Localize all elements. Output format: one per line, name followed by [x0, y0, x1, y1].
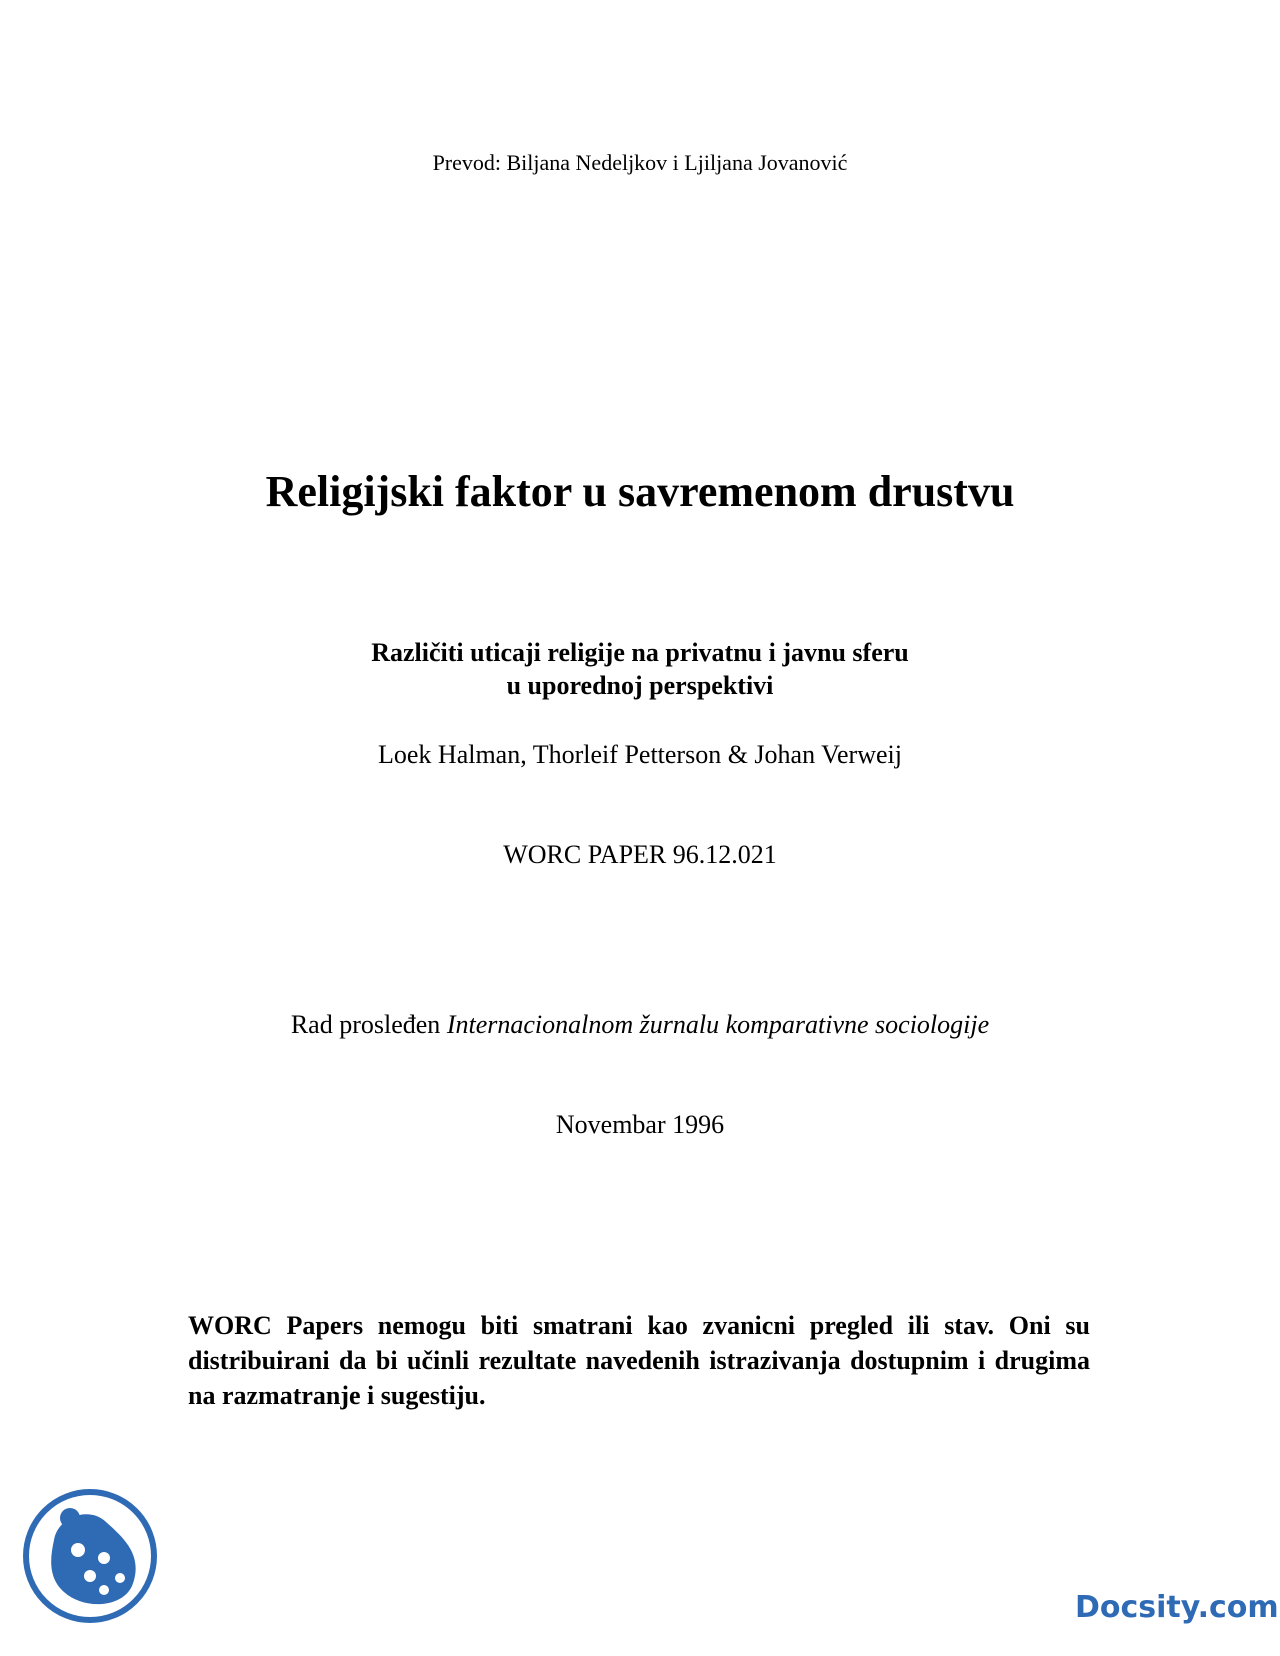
submission-note [0, 1010, 1280, 1040]
publication-date: Novembar 1996 [555, 1110, 725, 1139]
document-title: Religijski faktor u savremenom drustvu [265, 467, 1015, 516]
docsity-brand-link[interactable]: Docsity.com [1075, 1590, 1279, 1625]
submission-prefix: Rad prosleđen [290, 1010, 447, 1039]
docsity-logo-graphic [20, 1486, 160, 1626]
disclaimer-paragraph: WORC Papers nemogu biti smatrani kao zvanicni pregled ili stav. Oni su distribuirani da bi učinli rezultate navedenih istrazivanja dostupnim i drugima na razmatranje i sugestiju. [188, 1311, 1090, 1410]
subtitle-line-1: Različiti uticaji religije na privatnu i javnu sferu [371, 638, 909, 667]
docsity-logo-icon[interactable] [20, 1486, 160, 1626]
authors-line: Loek Halman, Thorleif Petterson & Johan Verweij [378, 740, 902, 769]
document-subtitle [0, 636, 1280, 702]
subtitle-line-2: u uporednoj perspektivi [506, 671, 774, 700]
paper-number: WORC PAPER 96.12.021 [503, 840, 777, 869]
journal-name: Internacionalnom žurnalu komparativne sociologije [446, 1010, 990, 1039]
translators-line: Prevod: Biljana Nedeljkov i Ljiljana Jovanović [432, 150, 848, 175]
